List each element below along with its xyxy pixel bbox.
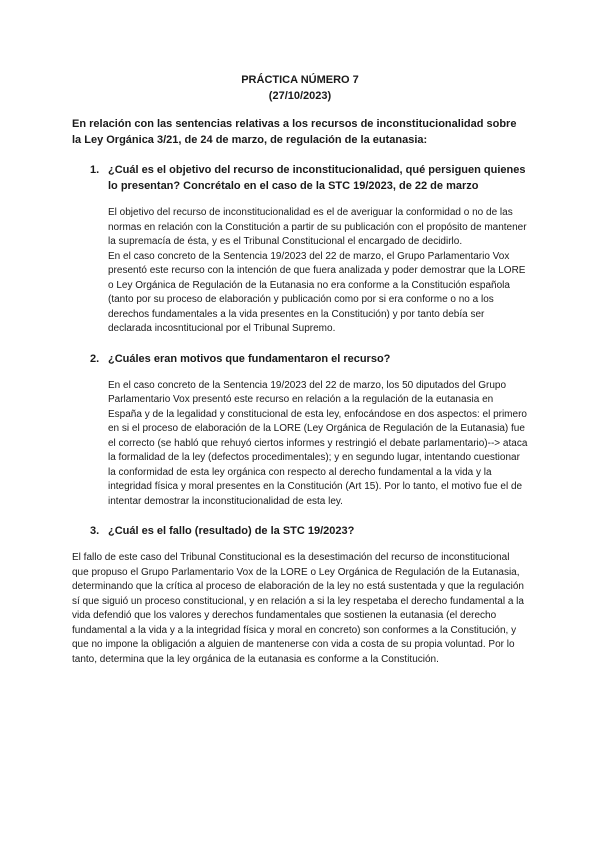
question-2: [72, 351, 528, 367]
answer-1-paragraph-2: En el caso concreto de la Sentencia 19/2023 del 22 de marzo, el Grupo Parlamentario Vox presentó este recurso con la intención de que fuera analizada y poder demostrar que la LORE o Ley Orgánica de Regulación de la Eutanasia no era conforme a la Constitución española (tanto por su proceso de elaboración y publicación como por si era conforme o no a los derechos fundamentales a la vida presentes en la Constitución) y por tanto debía ser declarada incosntitucional por el Tribunal Supremo.: [108, 250, 526, 334]
practice-title: PRÁCTICA NÚMERO 7: [241, 74, 359, 86]
question-1-number: 1.: [90, 164, 100, 176]
question-1: [72, 162, 528, 194]
question-2-number: 2.: [90, 352, 100, 365]
answer-2: [72, 379, 528, 510]
question-2-text: ¿Cuáles eran motivos que fundamentaron el recurso?: [108, 352, 391, 365]
intro-statement: En relación con las sentencias relativas a los recursos de inconstitucionalidad sobre la Ley Orgánica 3/21, de 24 de marzo, de regulación de la eutanasia:: [72, 118, 517, 146]
answer-3: [72, 551, 528, 667]
answer-2-paragraph-1: En el caso concreto de la Sentencia 19/2023 del 22 de marzo, los 50 diputados del Grupo Parlamentario Vox presentó este recurso en relación a la regulación de la eutanasia en España y de la legalidad y constitucional de esta ley, enfocándose en dos aspectos: el primero en si el proceso de elaboración de la LORE (Ley Orgánica de Regulación de la Eutanasia) fue el correcto (se habló que rehuyó ciertos informes y restringió el debate parlamentario)--> ataca la formalidad de la ley (defectos procedimentales); y en segundo lugar, intentando cuestionar la conformidad de esta ley orgánica con respecto al derecho fundamental a la vida y la integridad física y moral presentes en la Constitución (Art 15). Por lo tanto, el motivo fue el de intentar demostrar la inconstitucionalidad de esta ley.: [108, 379, 528, 507]
question-1-text: ¿Cuál es el objetivo del recurso de inconstitucionalidad, qué persiguen quienes lo presentan? Concrétalo en el caso de la STC 19/2023, de 22 de marzo: [108, 164, 526, 192]
answer-1: [72, 206, 528, 337]
question-3-text: ¿Cuál es el fallo (resultado) de la STC 19/2023?: [108, 525, 355, 537]
answer-1-paragraph-1: El objetivo del recurso de inconstitucionalidad es el de averiguar la conformidad o no de las normas en relación con la Constitución a partir de su publicación con el propósito de mantener la supremacía de ésta, y es el Tribunal Constitucional el encargado de decidirlo.: [108, 207, 527, 247]
question-3: [72, 523, 528, 539]
question-3-number: 3.: [90, 525, 100, 537]
practice-date: (27/10/2023): [268, 90, 332, 102]
answer-3-paragraph-1: El fallo de este caso del Tribunal Constitucional es la desestimación del recurso de inconstitucional que propuso el Grupo Parlamentario Vox de la LORE o Ley Orgánica de Regulación de la Eutanasia, determinando que la crítica al proceso de elaboración de la ley no está sustentada y que la regulación sí que siguió un proceso constitucional, y en relación a si la ley respetaba el derecho fundamental a la vida defendió que los valores y derechos fundamentales que sostienen la eutanasia (el derecho fundamental a la vida y a la integridad física y moral en concreto) son conformes a la Constitución, y que no impone la obligación a alguien de mantenerse con vida a costa de su propia voluntad. Por lo tanto, determina que la ley orgánica de la eutanasia es conforme a la Constitución.: [72, 552, 524, 665]
